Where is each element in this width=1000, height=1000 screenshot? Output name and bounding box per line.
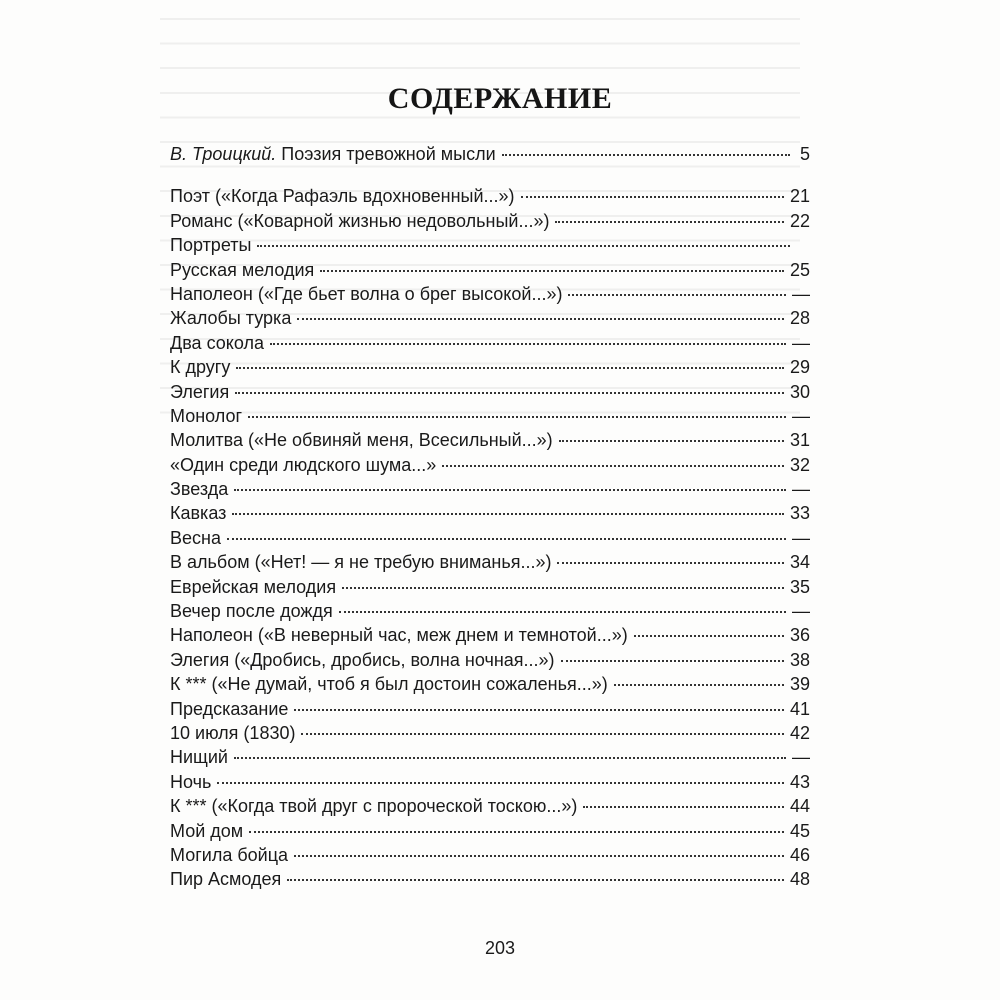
toc-intro-label: [170, 142, 496, 166]
toc-entry-title: Весна: [170, 527, 221, 548]
toc-entry-page: 29: [789, 357, 810, 378]
toc-entry-title: Монолог: [170, 405, 243, 426]
toc-entry-title: К другу: [170, 357, 231, 378]
dot-leader: [301, 732, 784, 735]
dot-leader: [561, 659, 784, 662]
toc-entry: [170, 794, 810, 818]
dot-leader: [339, 610, 786, 613]
toc-entry-title: Романс («Коварной жизнью недовольный...»): [170, 210, 550, 231]
toc-entry-title: Нищий: [170, 747, 228, 768]
toc-intro-row: [170, 142, 810, 166]
toc-entry-title: Мой дом: [170, 820, 244, 841]
toc-entry: [170, 331, 810, 355]
toc-entry-page: 38: [789, 649, 810, 670]
dot-leader: [232, 512, 784, 515]
toc-entry: [170, 477, 810, 501]
table-of-contents: [170, 142, 810, 892]
toc-entry-title: Молитва («Не обвиняй меня, Всесильный...»): [170, 430, 553, 451]
toc-entry-title: Два сокола: [170, 332, 264, 353]
toc-entry-title: К *** («Когда твой друг с пророческой тоскою...»): [170, 796, 578, 817]
toc-entry: [170, 209, 810, 233]
dot-leader: [442, 464, 784, 467]
toc-entry-title: Элегия («Дробись, дробись, волна ночная...»): [170, 649, 555, 670]
toc-entry: [170, 258, 810, 282]
toc-intro-page: 5: [799, 144, 810, 164]
toc-entry: [170, 306, 810, 330]
dot-leader: [236, 366, 784, 369]
toc-entry-title: Звезда: [170, 479, 229, 500]
toc-entry: [170, 380, 810, 404]
toc-entry-page: 39: [789, 674, 810, 695]
dot-leader: [583, 805, 784, 808]
toc-entry-title: «Один среди людского шума...»: [170, 454, 437, 475]
toc-entry-title: Ночь: [170, 771, 212, 792]
toc-entry-page: 43: [789, 771, 810, 792]
toc-entry-title: Могила бойца: [170, 844, 289, 865]
dot-leader: [521, 195, 784, 198]
toc-entry-title: Кавказ: [170, 503, 227, 524]
toc-entry: [170, 697, 810, 721]
dot-leader: [320, 269, 784, 272]
dot-leader: [234, 756, 786, 759]
toc-entry-title: Русская мелодия: [170, 259, 315, 280]
toc-entry-title: В альбом («Нет! — я не требую вниманья...»): [170, 552, 552, 573]
toc-entry-title: Портреты: [170, 235, 252, 256]
toc-entry: [170, 648, 810, 672]
dot-leader: [234, 488, 786, 491]
toc-entry: [170, 672, 810, 696]
toc-entry: [170, 819, 810, 843]
toc-entry-page: 22: [789, 210, 810, 231]
toc-entry-title: Жалобы турка: [170, 308, 292, 329]
toc-entry-title: Наполеон («Где бьет волна о брег высокой...»): [170, 283, 563, 304]
toc-entry-title: 10 июля (1830): [170, 722, 296, 743]
toc-entry: [170, 867, 810, 891]
toc-entry-title: Еврейская мелодия: [170, 576, 337, 597]
toc-entry-page: 28: [789, 308, 810, 329]
dot-leader: [502, 153, 790, 156]
toc-intro-author: В. Троицкий.: [170, 144, 277, 164]
page-title: СОДЕРЖАНИЕ: [387, 82, 613, 115]
toc-entry: [170, 428, 810, 452]
dot-leader: [287, 878, 784, 881]
toc-entry: [170, 233, 810, 257]
toc-entry: [170, 501, 810, 525]
toc-entry: [170, 404, 810, 428]
toc-entry-page: —: [792, 332, 810, 353]
page-number: 203: [484, 938, 516, 958]
toc-entry-title: Вечер после дождя: [170, 601, 333, 622]
toc-entry-page: —: [792, 405, 810, 426]
toc-entry: [170, 453, 810, 477]
toc-entry: [170, 282, 810, 306]
toc-entry-page: 41: [789, 698, 810, 719]
toc-entry-page: 42: [789, 722, 810, 743]
toc-entry: [170, 550, 810, 574]
dot-leader: [235, 391, 784, 394]
dot-leader: [342, 586, 784, 589]
toc-entry-title: К *** («Не думай, чтоб я был достоин сожаленья...»): [170, 674, 608, 695]
dot-leader: [217, 781, 784, 784]
dot-leader: [227, 537, 786, 540]
toc-entry-page: —: [792, 527, 810, 548]
toc-entry-page: 30: [789, 381, 810, 402]
toc-entry-page: 44: [789, 796, 810, 817]
toc-entry-page: 32: [789, 454, 810, 475]
dot-leader: [634, 634, 784, 637]
dot-leader: [248, 415, 786, 418]
toc-entry: [170, 843, 810, 867]
toc-entry-page: 31: [789, 430, 810, 451]
toc-entry-title: Поэт («Когда Рафаэль вдохновенный...»): [170, 186, 515, 207]
toc-entry-title: Предсказание: [170, 698, 289, 719]
dot-leader: [270, 342, 786, 345]
toc-entry-page: 35: [789, 576, 810, 597]
toc-entry-page: 33: [789, 503, 810, 524]
toc-entry: [170, 355, 810, 379]
toc-entry-page: 45: [789, 820, 810, 841]
toc-entry-title: Элегия: [170, 381, 230, 402]
toc-entry-page: 48: [789, 869, 810, 890]
dot-leader: [297, 317, 784, 320]
toc-entry: [170, 526, 810, 550]
toc-entry-page: 46: [789, 844, 810, 865]
dot-leader: [294, 854, 784, 857]
toc-entry: [170, 623, 810, 647]
toc-entry-title: Наполеон («В неверный час, меж днем и темнотой...»): [170, 625, 628, 646]
dot-leader: [559, 439, 784, 442]
toc-entry-page: —: [792, 747, 810, 768]
toc-entry-page: 34: [789, 552, 810, 573]
toc-entry: [170, 599, 810, 623]
dot-leader: [557, 561, 784, 564]
toc-entry: [170, 721, 810, 745]
dot-leader: [294, 708, 784, 711]
dot-leader: [614, 683, 784, 686]
toc-entry: [170, 184, 810, 208]
toc-entry: [170, 575, 810, 599]
toc-entry-page: —: [792, 601, 810, 622]
toc-entry-title: Пир Асмодея: [170, 869, 282, 890]
toc-entry-page: —: [792, 479, 810, 500]
toc-entry: [170, 745, 810, 769]
toc-entry-page: 21: [789, 186, 810, 207]
toc-entry-page: —: [792, 283, 810, 304]
toc-entry-page: 36: [789, 625, 810, 646]
dot-leader: [257, 244, 790, 247]
dot-leader: [555, 220, 783, 223]
toc-intro-text: Поэзия тревожной мысли: [281, 144, 496, 164]
dot-leader: [568, 293, 786, 296]
toc-entry-page: 25: [789, 259, 810, 280]
toc-entry: [170, 770, 810, 794]
dot-leader: [249, 830, 784, 833]
